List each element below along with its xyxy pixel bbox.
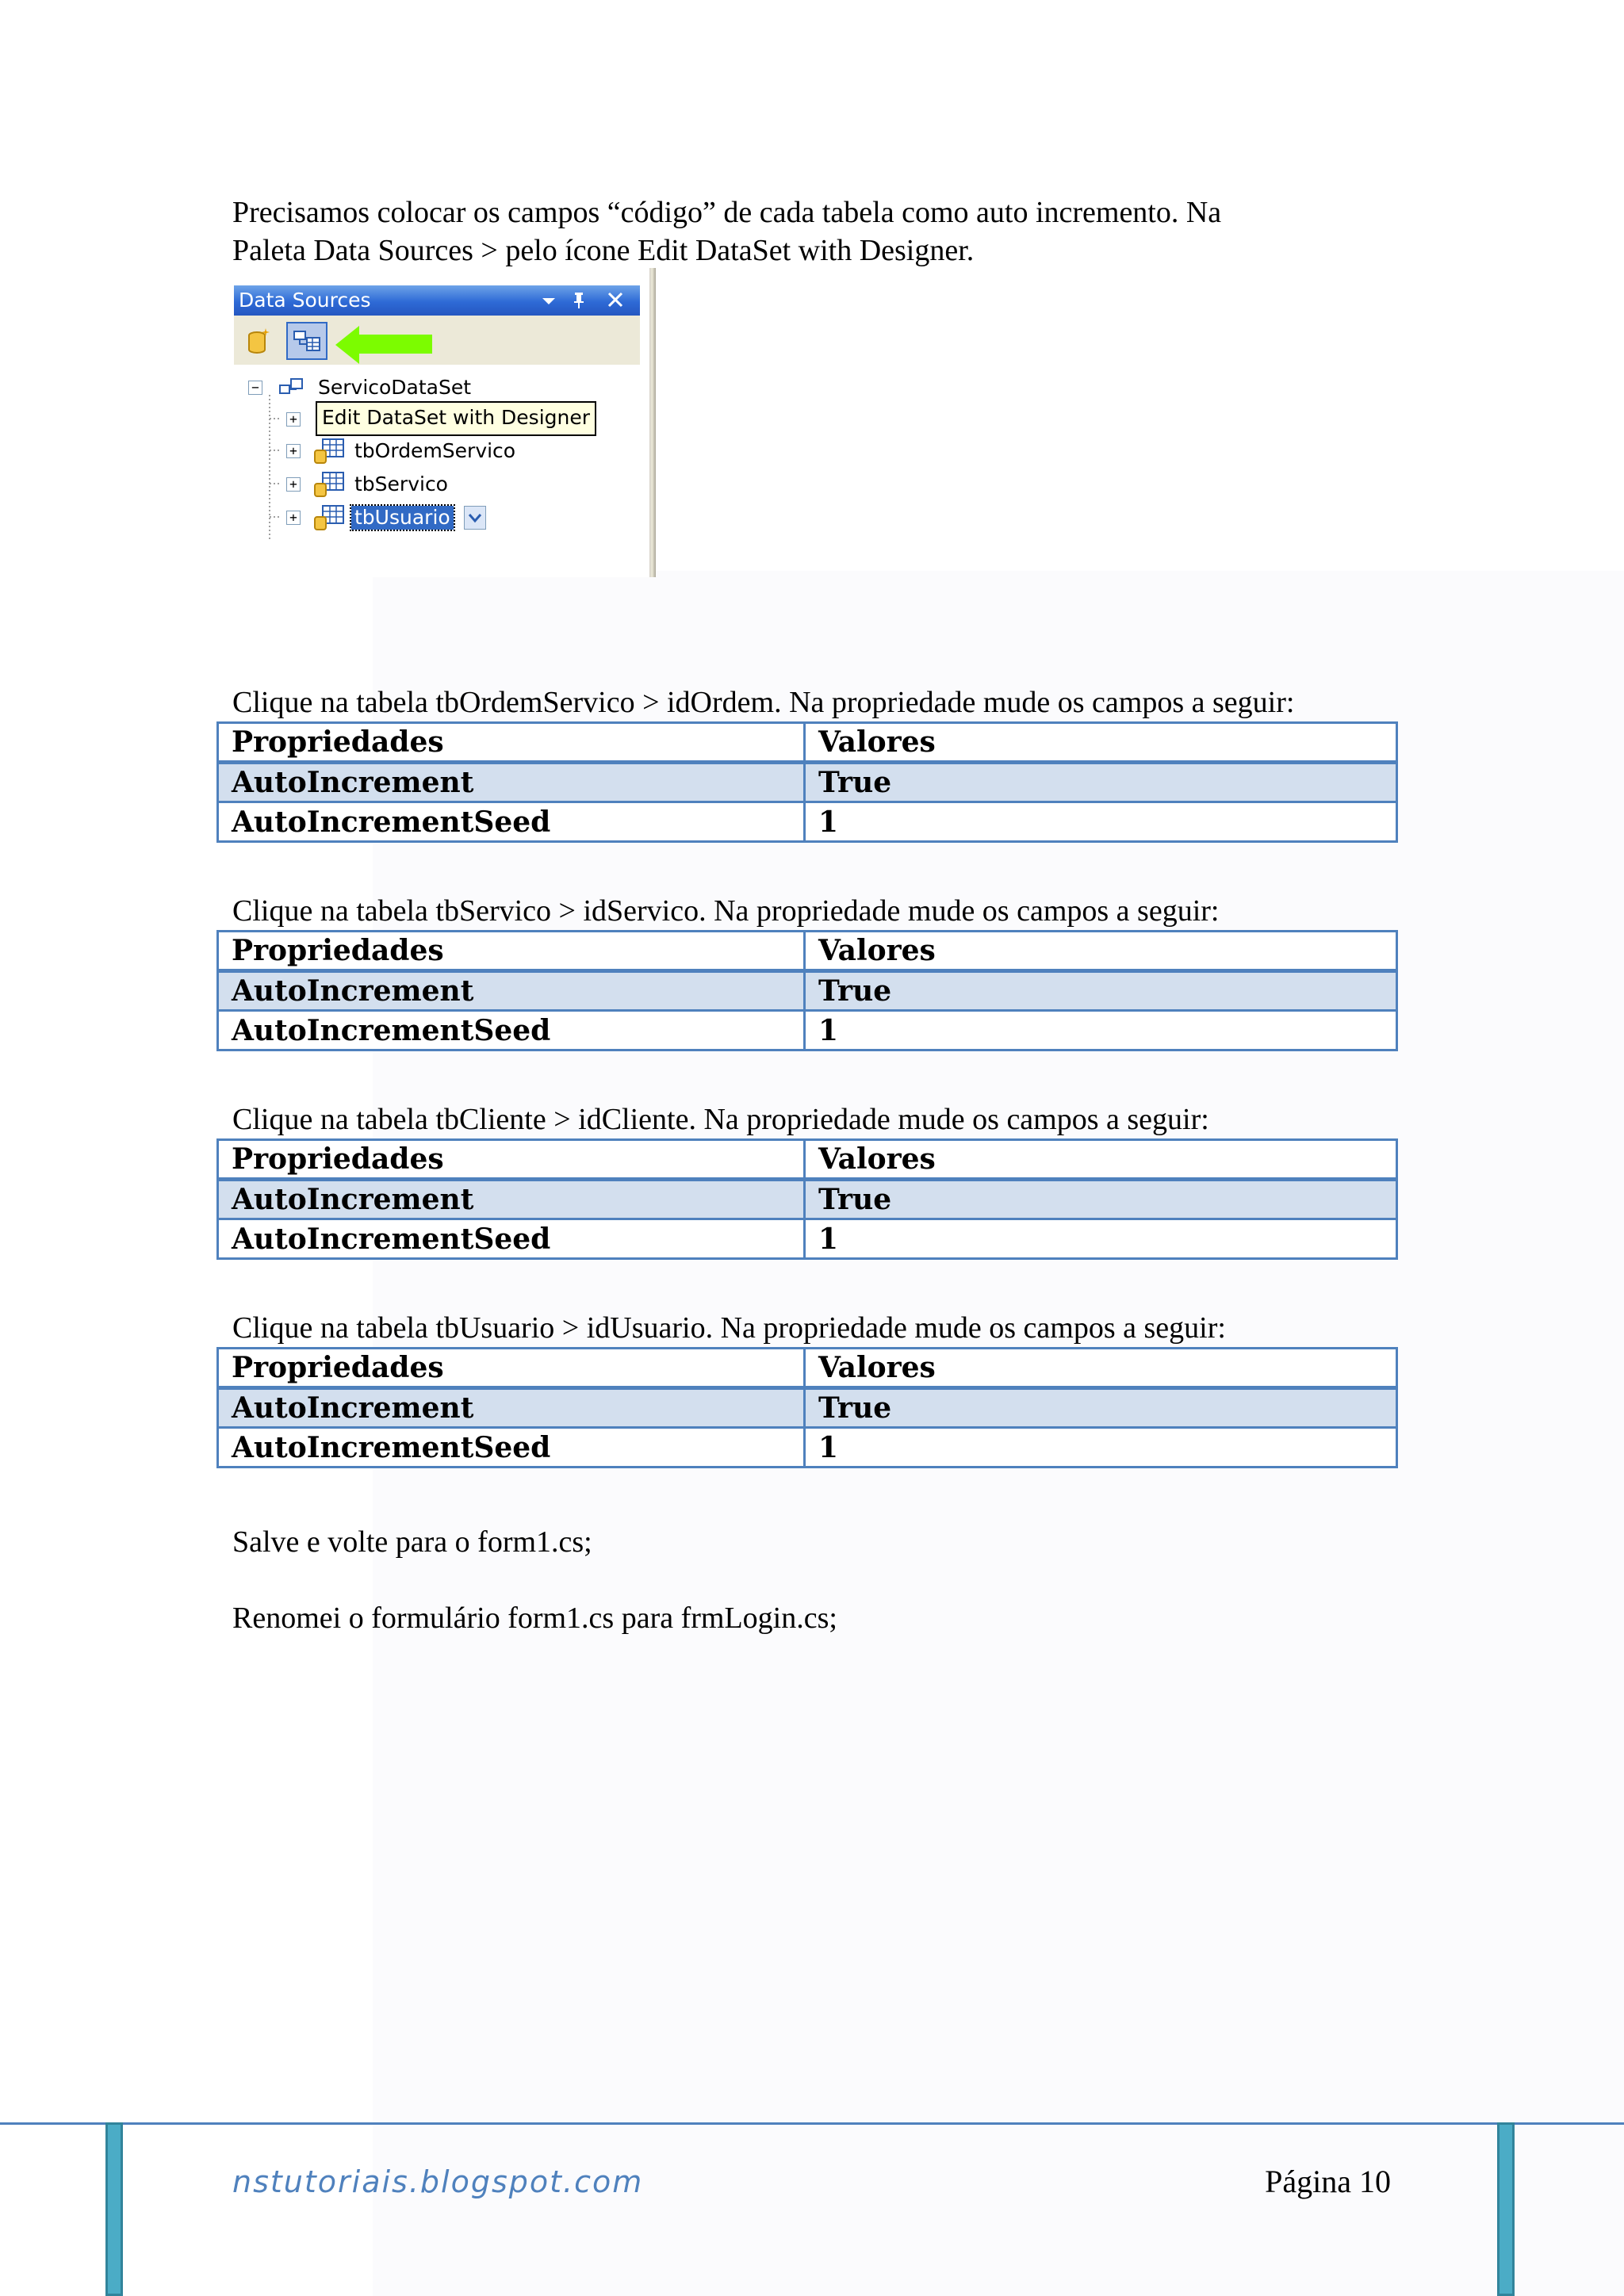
table-row — [218, 1219, 1397, 1259]
table-cell: True — [805, 971, 1397, 1011]
table-cell: AutoIncrementSeed — [218, 802, 805, 842]
tree-node-table-selected[interactable]: tbUsuario — [351, 506, 454, 530]
footer-bar-right — [1497, 2122, 1515, 2296]
data-sources-tree — [234, 365, 640, 577]
table-icon — [313, 471, 345, 501]
expand-icon[interactable]: + — [286, 444, 301, 458]
intro-line-2: Paleta Data Sources > pelo ícone Edit DataSet with Designer. — [232, 234, 975, 267]
tree-node-dataset[interactable]: ServicoDataSet — [318, 376, 472, 399]
table-header-cell: Valores — [805, 1140, 1397, 1180]
arrow-icon — [335, 325, 440, 368]
table-header-cell: Propriedades — [218, 1140, 805, 1180]
collapse-icon[interactable]: − — [248, 381, 262, 395]
edit-dataset-icon[interactable] — [286, 322, 327, 360]
table-row — [218, 1428, 1397, 1468]
instruction-text: Clique na tabela tbOrdemServico > idOrdem. Na propriedade mude os campos a seguir: — [232, 686, 1295, 719]
table-cell: True — [805, 1180, 1397, 1219]
data-sources-screenshot — [234, 268, 656, 577]
table-header-row — [218, 1349, 1397, 1388]
table-cell: 1 — [805, 1428, 1397, 1468]
properties-table — [216, 721, 1398, 843]
table-header-cell: Valores — [805, 932, 1397, 971]
table-row — [218, 802, 1397, 842]
closing-line-2: Renomei o formulário form1.cs para frmLogin.cs; — [232, 1601, 837, 1635]
instruction-text: Clique na tabela tbUsuario > idUsuario. Na propriedade mude os campos a seguir: — [232, 1311, 1226, 1345]
table-cell: AutoIncrementSeed — [218, 1011, 805, 1050]
table-header-cell: Propriedades — [218, 932, 805, 971]
tree-node-table[interactable]: tbOrdemServico — [354, 439, 516, 462]
dataset-icon — [278, 377, 305, 404]
instruction-text: Clique na tabela tbCliente > idCliente. Na propriedade mude os campos a seguir: — [232, 1103, 1209, 1136]
table-cell: 1 — [805, 802, 1397, 842]
table-cell: True — [805, 1388, 1397, 1428]
tooltip: Edit DataSet with Designer — [316, 401, 596, 436]
table-header-row — [218, 1140, 1397, 1180]
properties-table — [216, 930, 1398, 1051]
table-header-cell: Propriedades — [218, 1349, 805, 1388]
panel-border — [649, 268, 656, 577]
footer-divider — [0, 2122, 1624, 2125]
table-header-cell: Valores — [805, 723, 1397, 763]
data-sources-title: Data Sources — [239, 289, 371, 312]
table-cell: True — [805, 763, 1397, 802]
table-header-cell: Valores — [805, 1349, 1397, 1388]
table-icon — [313, 504, 345, 534]
chevron-down-icon[interactable] — [464, 506, 486, 530]
table-cell: AutoIncrementSeed — [218, 1428, 805, 1468]
table-header-row — [218, 932, 1397, 971]
intro-line-1: Precisamos colocar os campos “código” de cada tabela como auto incremento. Na — [232, 196, 1222, 229]
page-number: Página 10 — [1265, 2164, 1391, 2199]
data-sources-toolbar — [234, 316, 640, 365]
expand-icon[interactable]: + — [286, 511, 301, 525]
table-cell: AutoIncrement — [218, 763, 805, 802]
data-sources-titlebar — [234, 285, 640, 316]
tree-node-table[interactable]: tbServico — [354, 473, 448, 496]
footer-site-link[interactable]: nstutoriais.blogspot.com — [232, 2164, 644, 2199]
table-header-row — [218, 723, 1397, 763]
properties-table — [216, 1138, 1398, 1260]
table-row — [218, 763, 1397, 802]
expand-icon[interactable]: + — [286, 412, 301, 427]
table-row — [218, 971, 1397, 1011]
table-row — [218, 1011, 1397, 1050]
table-cell: 1 — [805, 1011, 1397, 1050]
table-cell: AutoIncrementSeed — [218, 1219, 805, 1259]
table-icon — [313, 438, 345, 468]
expand-icon[interactable]: + — [286, 477, 301, 492]
closing-line-1: Salve e volte para o form1.cs; — [232, 1525, 592, 1559]
table-cell: 1 — [805, 1219, 1397, 1259]
table-row — [218, 1388, 1397, 1428]
table-cell: AutoIncrement — [218, 1388, 805, 1428]
footer-bar-left — [105, 2122, 123, 2296]
instruction-text: Clique na tabela tbServico > idServico. Na propriedade mude os campos a seguir: — [232, 894, 1220, 928]
properties-table — [216, 1347, 1398, 1468]
table-cell: AutoIncrement — [218, 971, 805, 1011]
table-header-cell: Propriedades — [218, 723, 805, 763]
table-cell: AutoIncrement — [218, 1180, 805, 1219]
add-data-source-icon[interactable] — [245, 327, 272, 358]
table-row — [218, 1180, 1397, 1219]
